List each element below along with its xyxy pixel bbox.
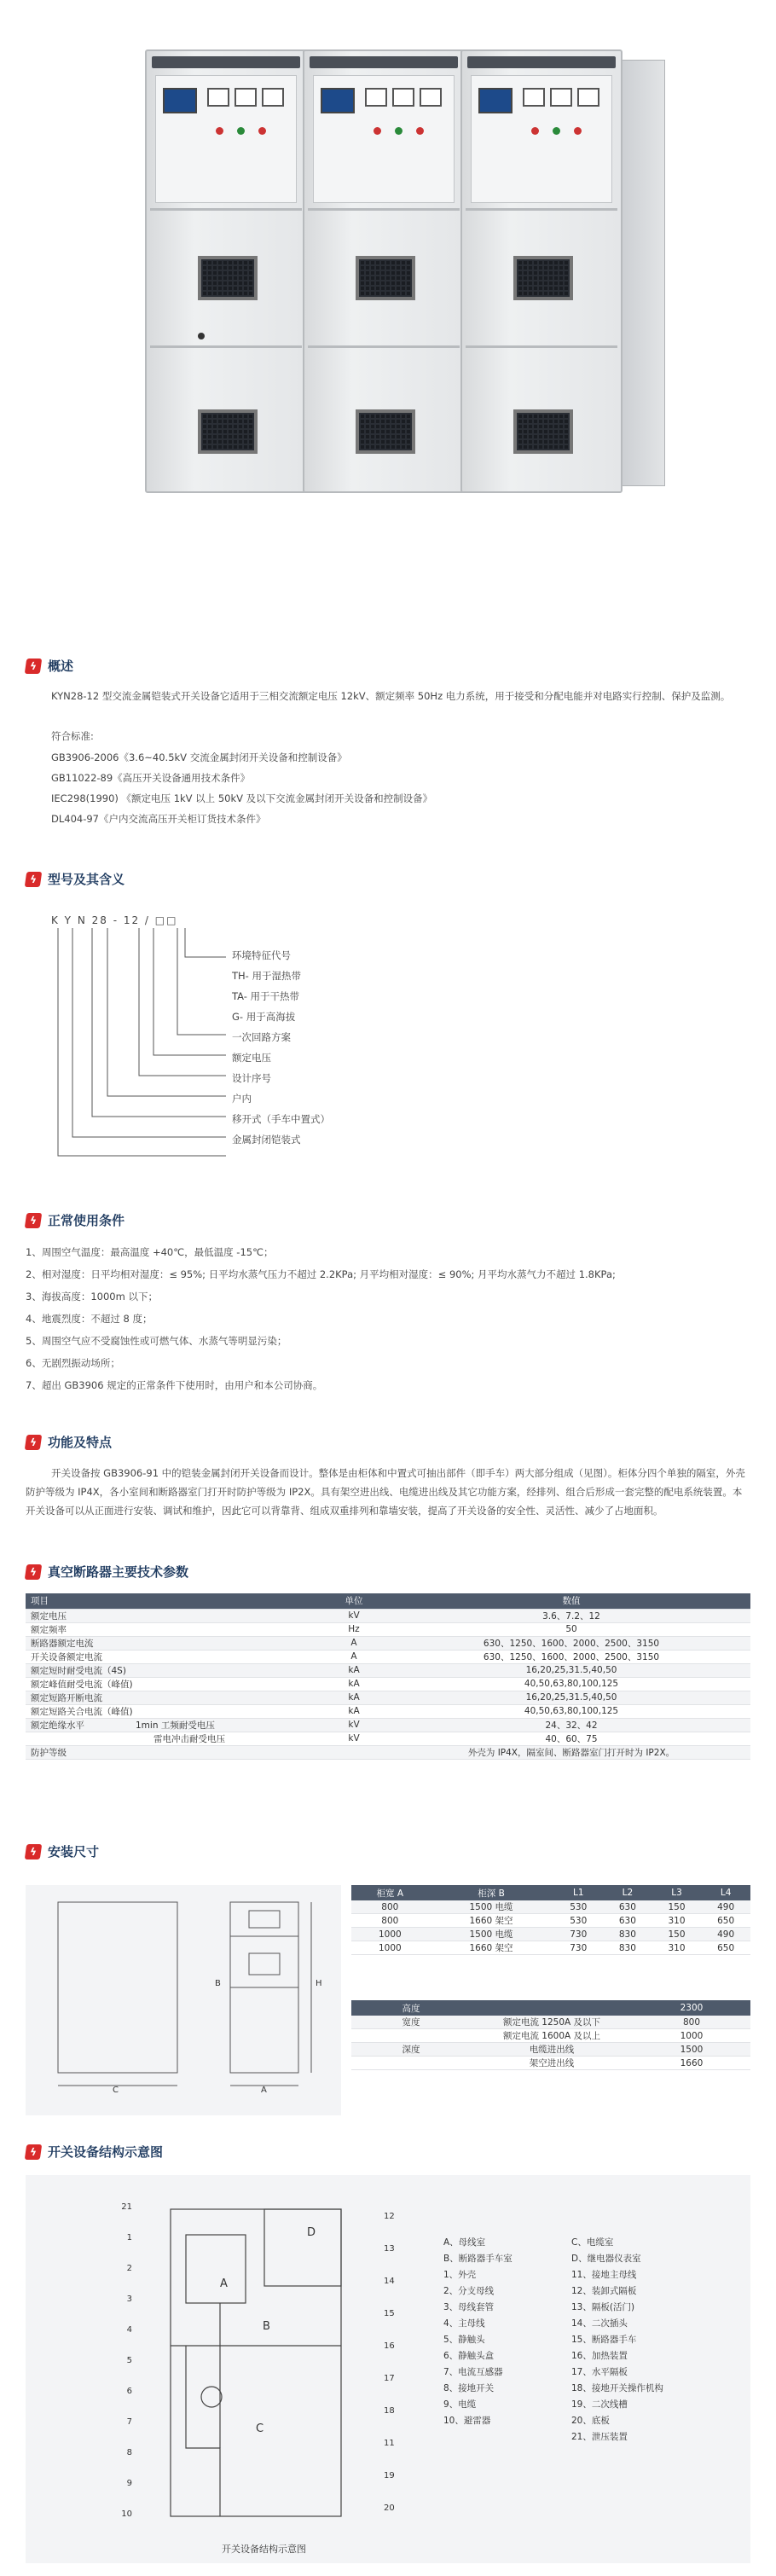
lightning-icon: ϟ: [25, 872, 43, 887]
table-row: [26, 1650, 750, 1663]
size-table: [351, 2000, 750, 2070]
table-row: 800 1660 架空 530 630 310 650: [351, 1914, 750, 1928]
cabinet-1: [145, 49, 307, 493]
standard-item: IEC298(1990) 《额定电压 1kV 以上 50kV 及以下交流金属封闭开关设备和控制设备》: [51, 792, 433, 804]
section-conditions-title: ϟ 正常使用条件: [26, 1211, 125, 1229]
param-value: 40,50,63,80,100,125: [392, 1677, 750, 1691]
callout-numbers-left: 21 1 2 3 4 5 6 7 8 9 10: [121, 2202, 132, 2519]
dim-label: C: [113, 2086, 119, 2095]
features-paragraph: 开关设备按 GB3906-91 中的铠装金属封闭开关设备而设计。整体是由柜体和中置式可抽出部件（即手车）两大部分组成（见图）。柜体分四个单独的隔室，外壳防护等级为 IP4X，各小室间和断路器室门打开时防护等级为 IP2X。具有架空进出线、电缆进出线及其它功能方案，经排列、组合后形成一套完整的配电系统装置。本开关设备可以从正面进行安装、调试和维护，因此它可以背靠背、组成双重排列和靠墙安装，提高了开关设备的安全性、灵活性、减少了占地面积。: [26, 1467, 745, 1517]
param-value: 40、60、75: [392, 1732, 750, 1745]
product-hero-image: [0, 0, 776, 648]
model-item: TH- 用于湿热带: [232, 970, 301, 982]
structure-panel: [26, 2175, 750, 2563]
legend-left: A、母线室 B、断路器手车室 1、外壳 2、分支母线 3、母线套管 4、主母线 5、静触头 6、静触头盒 7、电流互感器 8、接地开关 9、电缆 10、避雷器: [443, 2237, 513, 2426]
params-table: [26, 1593, 750, 1760]
table-header-row: 高度 2300: [351, 2000, 750, 2016]
dim-label: A: [261, 2086, 267, 2095]
install-drawing-panel: [26, 1885, 341, 2115]
param-name: 额定短路开断电流: [26, 1691, 316, 1704]
condition-item: 4、地震烈度：不超过 8 度；: [26, 1313, 153, 1325]
insulation-sub: 1min 工频耐受电压: [136, 1720, 215, 1731]
param-value: 3.6、7.2、12: [392, 1609, 750, 1622]
table-row: [26, 1622, 750, 1636]
model-item: 户内: [232, 1093, 252, 1105]
section-overview-title: ϟ 概述: [26, 657, 73, 675]
model-item: 额定电压: [232, 1052, 271, 1064]
lightning-icon: ϟ: [25, 659, 43, 674]
room-label: C: [256, 2422, 264, 2435]
section-structure-title: ϟ 开关设备结构示意图: [26, 2143, 163, 2161]
dim-header: 柜宽 A: [351, 1885, 429, 1900]
table-row: [26, 1732, 750, 1745]
standard-item: GB11022-89《高压开关设备通用技术条件》: [51, 772, 251, 784]
param-value: 40,50,63,80,100,125: [392, 1704, 750, 1718]
callout-numbers-right: 12 13 14 15 16 17 18 11 19 20: [384, 2212, 395, 2513]
condition-item: 5、周围空气应不受腐蚀性或可燃气体、水蒸气等明显污染；: [26, 1335, 287, 1347]
param-value: 外壳为 IP4X，隔室间、断路器室门打开时为 IP2X。: [392, 1745, 750, 1759]
param-unit: kA: [316, 1704, 392, 1718]
dim-label: H: [316, 1979, 322, 1988]
table-row: 额定电流 1600A 及以上 1000: [351, 2029, 750, 2043]
standards-label: 符合标准:: [51, 730, 94, 742]
param-unit: Hz: [316, 1622, 392, 1636]
param-name: 额定峰值耐受电流（峰值): [26, 1677, 316, 1691]
param-name: 开关设备额定电流: [26, 1650, 316, 1663]
insulation-sub: 雷电冲击耐受电压: [153, 1733, 225, 1744]
condition-item: 3、海拔高度：1000m 以下；: [26, 1291, 158, 1303]
cabinet-2: [303, 49, 465, 493]
model-code: K Y N 28 - 12 / □□: [51, 914, 178, 926]
section-model-title: ϟ 型号及其含义: [26, 870, 125, 888]
section-params-title: ϟ 真空断路器主要技术参数: [26, 1563, 188, 1581]
param-value: 630、1250、1600、2000、2500、3150: [392, 1650, 750, 1663]
param-name: 防护等级: [26, 1745, 316, 1759]
model-item: 设计序号: [232, 1072, 271, 1084]
model-item: 环境特征代号: [232, 949, 291, 961]
params-header: 单位: [316, 1593, 392, 1609]
param-unit: kV: [316, 1609, 392, 1622]
param-value: 24、32、42: [392, 1718, 750, 1732]
table-row: 宽度 额定电流 1250A 及以下 800: [351, 2016, 750, 2029]
dim-label: B: [215, 1979, 221, 1988]
cabinet-3: [460, 49, 623, 493]
diagram-caption: 开关设备结构示意图: [222, 2544, 306, 2555]
table-row: [26, 1745, 750, 1759]
dim-header: L2: [603, 1885, 652, 1900]
param-unit: A: [316, 1650, 392, 1663]
table-row: 1000 1500 电缆 730 830 150 490: [351, 1928, 750, 1941]
param-name: [26, 1732, 316, 1745]
structure-diagram: [111, 2192, 418, 2533]
table-row: [26, 1609, 750, 1622]
model-item: 金属封闭铠装式: [232, 1134, 301, 1146]
param-value: 16,20,25,31.5,40,50: [392, 1691, 750, 1704]
condition-item: 6、无剧烈振动场所；: [26, 1357, 120, 1369]
room-label: D: [307, 2226, 316, 2239]
param-name: 额定短时耐受电流（4S): [26, 1663, 316, 1677]
params-header: 项目: [26, 1593, 316, 1609]
standard-item: GB3906-2006《3.6~40.5kV 交流金属封闭开关设备和控制设备》: [51, 751, 347, 763]
table-row: [26, 1704, 750, 1718]
param-name: 额定频率: [26, 1622, 316, 1636]
model-item: TA- 用于干热带: [232, 990, 300, 1002]
param-unit: kA: [316, 1691, 392, 1704]
room-label: B: [263, 2320, 270, 2333]
table-row: 架空进出线 1660: [351, 2057, 750, 2070]
dim-header: L3: [652, 1885, 702, 1900]
overview-paragraph: KYN28-12 型交流金属铠装式开关设备它适用于三相交流额定电压 12kV、额定频率 50Hz 电力系统，用于接受和分配电能并对电路实行控制、保护及监测。: [51, 690, 731, 702]
table-row: 800 1500 电缆 530 630 150 490: [351, 1900, 750, 1914]
section-features-title: ϟ 功能及特点: [26, 1433, 112, 1451]
dim-header: L4: [701, 1885, 750, 1900]
model-item: 移开式（手车中置式）: [232, 1113, 330, 1125]
param-unit: kA: [316, 1677, 392, 1691]
param-unit: kA: [316, 1663, 392, 1677]
install-drawing: [26, 1885, 341, 2115]
model-code-tree: [51, 925, 239, 1164]
table-row: [26, 1636, 750, 1650]
param-unit: kV: [316, 1732, 392, 1745]
insulation-label: 额定绝缘水平: [31, 1720, 84, 1731]
table-row: [26, 1718, 750, 1732]
table-row: [26, 1677, 750, 1691]
model-item: G- 用于高海拔: [232, 1011, 296, 1023]
param-name: 额定短路关合电流（峰值): [26, 1704, 316, 1718]
dim-header: L1: [553, 1885, 603, 1900]
section-install-title: ϟ 安装尺寸: [26, 1842, 99, 1860]
condition-item: 1、周围空气温度：最高温度 +40℃，最低温度 -15℃；: [26, 1246, 274, 1258]
param-unit: kV: [316, 1718, 392, 1732]
table-row: 深度 电缆进出线 1500: [351, 2043, 750, 2057]
lightning-icon: ϟ: [25, 1844, 43, 1859]
lightning-icon: ϟ: [25, 1435, 43, 1450]
condition-item: 7、超出 GB3906 规定的正常条件下使用时，由用户和本公司协商。: [26, 1379, 323, 1391]
standard-item: DL404-97《户内交流高压开关柜订货技术条件》: [51, 813, 266, 825]
param-name: 额定电压: [26, 1609, 316, 1622]
param-name: [26, 1718, 316, 1732]
legend-right: C、电缆室 D、继电器仪表室 11、接地主母线 12、装卸式隔板 13、隔板(活门) 14、二次插头 15、断路器手车 16、加热装置 17、水平隔板 18、接地开关操作机构 19、二次线槽 20、底板 21、泄压装置: [571, 2237, 663, 2442]
model-item: 一次回路方案: [232, 1031, 291, 1043]
table-row: 1000 1660 架空 730 830 310 650: [351, 1941, 750, 1955]
param-value: 630、1250、1600、2000、2500、3150: [392, 1636, 750, 1650]
param-unit: A: [316, 1636, 392, 1650]
param-value: 50: [392, 1622, 750, 1636]
params-header: 数值: [392, 1593, 750, 1609]
table-row: [26, 1691, 750, 1704]
lightning-icon: ϟ: [25, 1213, 43, 1228]
params-header-row: [26, 1593, 750, 1609]
condition-item: 2、相对湿度：日平均相对湿度：≤ 95%; 日平均水蒸气压力不超过 2.2KPa; 月平均相对湿度：≤ 90%; 月平均水蒸气力不超过 1.8KPa;: [26, 1268, 616, 1280]
param-name: 断路器额定电流: [26, 1636, 316, 1650]
dim-header: 柜深 B: [429, 1885, 554, 1900]
table-header-row: [351, 1885, 750, 1900]
lightning-icon: ϟ: [25, 1564, 43, 1580]
lightning-icon: ϟ: [25, 2144, 43, 2160]
room-label: A: [220, 2277, 228, 2290]
param-value: 16,20,25,31.5,40,50: [392, 1663, 750, 1677]
dimension-table: [351, 1885, 750, 1955]
table-row: [26, 1663, 750, 1677]
